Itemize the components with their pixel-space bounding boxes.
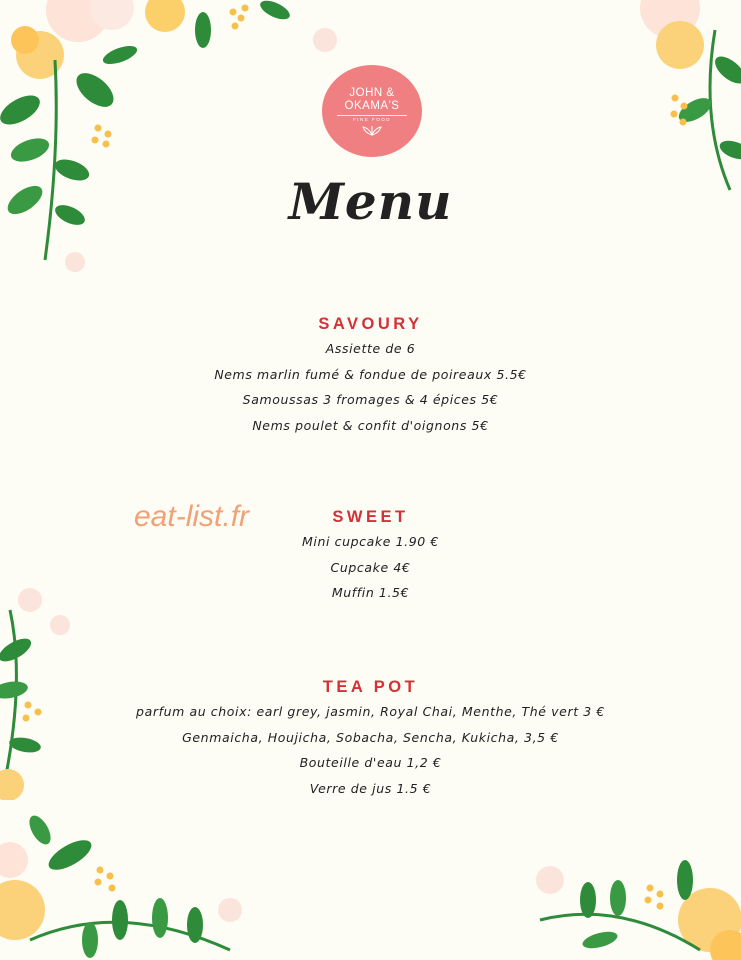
section-heading: SWEET: [332, 508, 409, 526]
floral-bottom-left-decoration: [0, 800, 260, 960]
menu-item: Verre de jus 1.5 €: [309, 780, 432, 796]
logo-line-1: JOHN &: [349, 86, 395, 99]
restaurant-logo: [322, 65, 422, 157]
section-tea-pot: [0, 675, 741, 801]
floral-bottom-right-decoration: [510, 840, 741, 960]
section-heading: TEA POT: [322, 678, 419, 696]
menu-item: Genmaicha, Houjicha, Sobacha, Sencha, Kukicha, 3,5 €: [182, 729, 559, 745]
watermark-text: eat-list.fr: [134, 500, 250, 533]
floral-top-left-sprig-decoration: [185, 0, 355, 70]
section-heading: SAVOURY: [318, 315, 423, 333]
page-title: Menu: [288, 172, 453, 231]
leaf-icon: [361, 124, 383, 136]
logo-divider: [337, 115, 407, 116]
floral-top-right-decoration: [620, 0, 741, 200]
menu-item: Assiette de 6: [325, 341, 416, 356]
menu-item: Muffin 1.5€: [331, 585, 410, 600]
logo-line-3: FINE FOOD: [353, 116, 391, 122]
menu-item: Bouteille d'eau 1,2 €: [299, 755, 442, 770]
menu-item: Mini cupcake 1.90 €: [302, 534, 439, 549]
menu-item: Samoussas 3 fromages & 4 épices 5€: [242, 392, 499, 407]
menu-item: Cupcake 4€: [330, 559, 411, 575]
floral-top-left-decoration: [0, 0, 190, 290]
menu-item: Nems marlin fumé & fondue de poireaux 5.5€: [214, 366, 527, 382]
section-savoury: [0, 312, 741, 438]
logo-line-2: OKAMA'S: [344, 99, 400, 112]
menu-item: parfum au choix: earl grey, jasmin, Royal Chai, Menthe, Thé vert 3 €: [136, 704, 605, 719]
section-sweet: [0, 505, 741, 606]
menu-item: Nems poulet & confit d'oignons 5€: [252, 417, 489, 433]
